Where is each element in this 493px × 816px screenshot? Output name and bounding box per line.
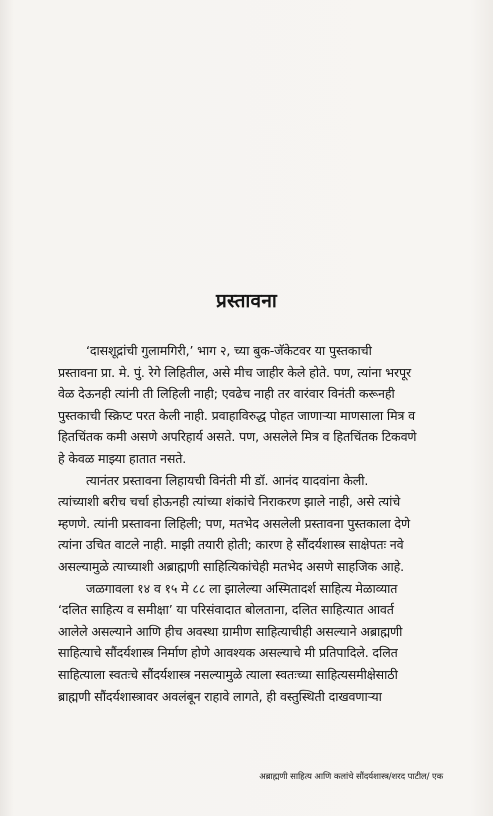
paragraph-line: ब्राह्मणी सौंदर्यशास्त्रावर अवलंबून राहावे लागते, ही वस्तुस्थिती दाखवणाऱ्या bbox=[58, 688, 382, 704]
paragraph-line: पुस्तकाची स्क्रिप्ट परत केली नाही. प्रवाहाविरुद्ध पोहत जाणाऱ्या माणसाला मित्र व bbox=[58, 407, 416, 423]
paragraph-line: त्यांना उचित वाटले नाही. माझी तयारी होती; कारण हे सौंदर्यशास्त्र साक्षेपतः नवे bbox=[58, 537, 404, 553]
paragraph-line: हितचिंतक कमी असणे अपरिहार्य असते. पण, असलेले मित्र व हितचिंतक टिकवणे bbox=[58, 429, 417, 445]
paragraph-line: साहित्याला स्वतःचे सौंदर्यशास्त्र नसल्यामुळे त्याला स्वतःच्या साहित्यसमीक्षेसाठी bbox=[58, 666, 398, 682]
running-footer: अब्राह्मणी साहित्य आणि कलांचे सौंदर्यशास्त्र/शरद पाटील/ एक bbox=[259, 772, 443, 782]
paragraph-line: वेळ देऊनही त्यांनी ती लिहिली नाही; एवढेच नाही तर वारंवार विनंती करूनही bbox=[58, 386, 395, 402]
paragraph-line: आलेले असल्याने आणि हीच अवस्था ग्रामीण साहित्याचीही असल्याने अब्राह्मणी bbox=[58, 623, 403, 639]
paragraph-line: त्यानंतर प्रस्तावना लिहायची विनंती मी डॉ. आनंद यादवांना केली. bbox=[86, 472, 369, 488]
paragraph-line: जळगावला १४ व १५ मे ८८ ला झालेल्या अस्मितादर्श साहित्य मेळाव्यात bbox=[86, 580, 398, 596]
paragraph-line: ‘दासशूद्रांची गुलामगिरी,’ भाग २, च्या बुक-जॅकेटवर या पुस्तकाची bbox=[86, 343, 372, 358]
body-text bbox=[58, 340, 446, 707]
paragraph-line: म्हणणे. त्यांनी प्रस्तावना लिहिली; पण, मतभेद असलेली प्रस्तावना पुस्तकाला देणे bbox=[58, 515, 410, 531]
paragraph-line: असल्यामुळे त्याच्याशी अब्राह्मणी साहित्यिकांचेही मतभेद असणे साहजिक आहे. bbox=[58, 558, 405, 574]
paragraph-line: हे केवळ माझ्या हातात नसते. bbox=[58, 450, 187, 466]
paragraph-line: साहित्याचे सौंदर्यशास्त्र निर्माण होणे आवश्यक असल्याचे मी प्रतिपादिले. दलित bbox=[58, 645, 398, 661]
chapter-heading: प्रस्तावना bbox=[216, 290, 277, 312]
paragraph-line: ‘दलित साहित्य व समीक्षा’ या परिसंवादात बोलताना, दलित साहित्यात आवर्त bbox=[58, 602, 394, 618]
paragraph-line: प्रस्तावना प्रा. मे. पुं. रेगे लिहितील, असे मीच जाहीर केले होते. पण, त्यांना भरपूर bbox=[58, 364, 411, 380]
paragraph-line: त्यांच्याशी बरीच चर्चा होऊनही त्यांच्या शंकांचे निराकरण झाले नाही, असे त्यांचे bbox=[58, 494, 401, 510]
